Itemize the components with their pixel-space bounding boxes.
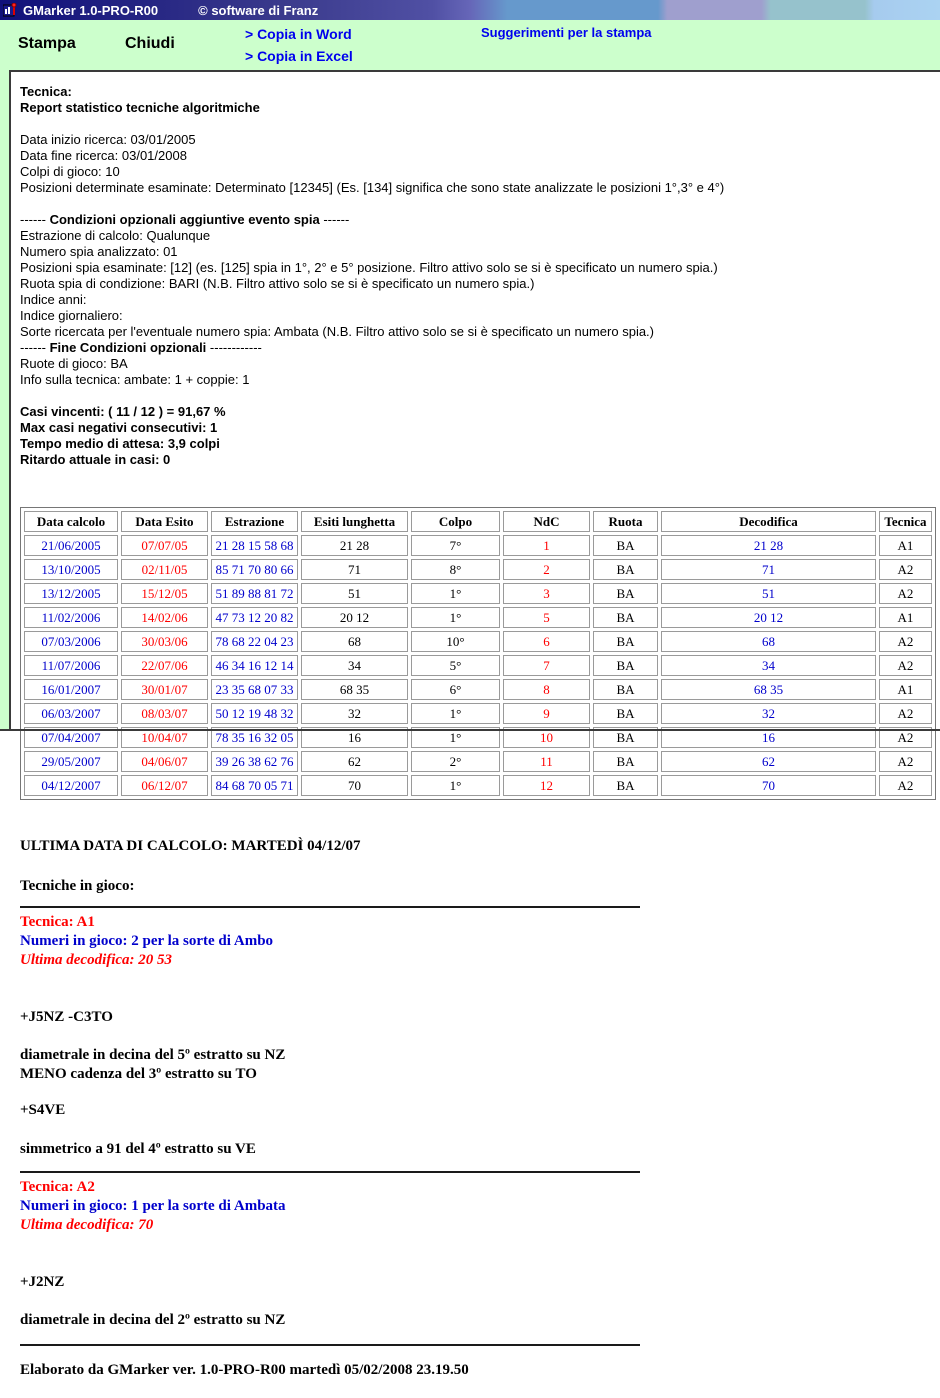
tecnica-a2-numeri: Numeri in gioco: 1 per la sorte di Ambata: [20, 1198, 286, 1214]
tecnica-a1-ultima-decodifica: Ultima decodifica: 20 53: [20, 952, 173, 968]
results-table: [20, 507, 936, 800]
report-line: Ruote di gioco: BA: [20, 356, 128, 371]
table-cell: 06/12/07: [121, 775, 208, 796]
chiudi-button[interactable]: Chiudi: [125, 35, 175, 52]
report-line: Tempo medio di attesa: 3,9 colpi: [20, 436, 220, 451]
table-cell: 70: [661, 775, 876, 796]
table-cell: BA: [593, 631, 658, 652]
table-cell: 29/05/2007: [24, 751, 118, 772]
table-cell: A2: [879, 655, 932, 676]
divider-line: [20, 1344, 640, 1346]
titlebar: [0, 0, 940, 20]
table-cell: 20 12: [661, 607, 876, 628]
table-cell: 51: [301, 583, 408, 604]
column-header: Ruota: [593, 511, 658, 532]
table-row: [24, 727, 932, 748]
footer-section: [20, 837, 936, 1380]
table-cell: 9: [503, 703, 590, 724]
table-cell: A2: [879, 727, 932, 748]
tecnica-a2-title: Tecnica: A2: [20, 1179, 95, 1195]
column-header: Decodifica: [661, 511, 876, 532]
table-header-row: [24, 511, 932, 532]
column-header: Data calcolo: [24, 511, 118, 532]
table-cell: BA: [593, 559, 658, 580]
report-line: [20, 116, 936, 132]
table-cell: 71: [301, 559, 408, 580]
table-cell: 51 89 88 81 72: [211, 583, 298, 604]
tecnica-a2-ultima-decodifica: Ultima decodifica: 70: [20, 1217, 154, 1233]
table-cell: 8°: [411, 559, 500, 580]
table-cell: 20 12: [301, 607, 408, 628]
table-cell: 32: [301, 703, 408, 724]
table-cell: 46 34 16 12 14: [211, 655, 298, 676]
table-cell: A2: [879, 775, 932, 796]
table-cell: 16: [301, 727, 408, 748]
table-cell: BA: [593, 679, 658, 700]
table-cell: 21 28 15 58 68: [211, 535, 298, 556]
table-cell: 68: [301, 631, 408, 652]
tecniche-in-gioco-label: Tecniche in gioco:: [20, 878, 135, 894]
table-cell: 5: [503, 607, 590, 628]
table-cell: 78 35 16 32 05: [211, 727, 298, 748]
window-title: GMarker 1.0-PRO-R00: [23, 2, 159, 18]
table-cell: 14/02/06: [121, 607, 208, 628]
left-margin-strip: [0, 70, 9, 729]
table-cell: 7°: [411, 535, 500, 556]
report-line: Ruota spia di condizione: BARI (N.B. Filtro attivo solo se si è specificato un numero spia.): [20, 276, 535, 291]
table-cell: 32: [661, 703, 876, 724]
table-cell: 34: [301, 655, 408, 676]
table-cell: 1°: [411, 775, 500, 796]
report-line: Estrazione di calcolo: Qualunque: [20, 228, 211, 243]
table-cell: 13/12/2005: [24, 583, 118, 604]
table-cell: 04/12/2007: [24, 775, 118, 796]
table-cell: 68: [661, 631, 876, 652]
report-line: Info sulla tecnica: ambate: 1 + coppie: 1: [20, 372, 250, 387]
table-cell: 1°: [411, 607, 500, 628]
table-cell: 16: [661, 727, 876, 748]
table-row: [24, 655, 932, 676]
table-cell: 78 68 22 04 23: [211, 631, 298, 652]
table-cell: 68 35: [301, 679, 408, 700]
table-cell: 1°: [411, 727, 500, 748]
table-cell: 1°: [411, 703, 500, 724]
table-cell: 2: [503, 559, 590, 580]
table-cell: 16/01/2007: [24, 679, 118, 700]
table-cell: 84 68 70 05 71: [211, 775, 298, 796]
table-row: [24, 751, 932, 772]
table-cell: 21/06/2005: [24, 535, 118, 556]
column-header: NdC: [503, 511, 590, 532]
table-cell: A1: [879, 679, 932, 700]
table-cell: 10: [503, 727, 590, 748]
report-line: Casi vincenti: ( 11 / 12 ) = 91,67 %: [20, 404, 226, 419]
table-cell: A2: [879, 631, 932, 652]
table-cell: 85 71 70 80 66: [211, 559, 298, 580]
table-cell: 12: [503, 775, 590, 796]
table-row: [24, 679, 932, 700]
table-cell: BA: [593, 607, 658, 628]
table-cell: 51: [661, 583, 876, 604]
table-cell: 23 35 68 07 33: [211, 679, 298, 700]
stampa-button[interactable]: Stampa: [18, 35, 76, 52]
ultima-data-calcolo: ULTIMA DATA DI CALCOLO: MARTEDÌ 04/12/07: [20, 838, 361, 854]
table-cell: 5°: [411, 655, 500, 676]
copia-in-word-link[interactable]: > Copia in Word: [245, 26, 352, 42]
report-line: Data inizio ricerca: 03/01/2005: [20, 132, 196, 147]
table-cell: 21 28: [301, 535, 408, 556]
table-cell: 13/10/2005: [24, 559, 118, 580]
table-cell: 34: [661, 655, 876, 676]
table-cell: BA: [593, 727, 658, 748]
table-cell: 2°: [411, 751, 500, 772]
table-cell: 7: [503, 655, 590, 676]
table-cell: 3: [503, 583, 590, 604]
table-cell: 15/12/05: [121, 583, 208, 604]
table-cell: BA: [593, 535, 658, 556]
copy-links: [245, 23, 353, 67]
report-line: Ritardo attuale in casi: 0: [20, 452, 171, 467]
table-cell: 11/02/2006: [24, 607, 118, 628]
report-line: Posizioni spia esaminate: [12] (es. [125] spia in 1°, 2° e 5° posizione. Filtro attivo solo se si è specificato un numero spia.): [20, 260, 718, 275]
report-line: Tecnica:: [20, 84, 72, 99]
report-line: Sorte ricercata per l'eventuale numero spia: Ambata (N.B. Filtro attivo solo se si è specificato un numero spia.): [20, 324, 654, 339]
report-line: Report statistico tecniche algoritmiche: [20, 100, 260, 115]
table-cell: 1°: [411, 583, 500, 604]
copia-in-excel-link[interactable]: > Copia in Excel: [245, 48, 353, 64]
table-cell: 1: [503, 535, 590, 556]
report-line: Posizioni determinate esaminate: Determinato [12345] (Es. [134] significa che sono state analizzate le posizioni 1°,3° e 4°): [20, 180, 725, 195]
table-cell: 8: [503, 679, 590, 700]
tecnica-a1-formula-1: +J5NZ -C3TO: [20, 1009, 113, 1025]
column-header: Colpo: [411, 511, 500, 532]
table-cell: A1: [879, 607, 932, 628]
table-cell: 68 35: [661, 679, 876, 700]
report-text: [20, 84, 936, 468]
table-cell: 70: [301, 775, 408, 796]
table-cell: A2: [879, 583, 932, 604]
table-cell: 21 28: [661, 535, 876, 556]
table-cell: A2: [879, 703, 932, 724]
divider-line: [20, 906, 640, 908]
table-cell: 71: [661, 559, 876, 580]
table-cell: 50 12 19 48 32: [211, 703, 298, 724]
column-header: Estrazione: [211, 511, 298, 532]
report-line: Indice anni:: [20, 292, 87, 307]
table-cell: 62: [661, 751, 876, 772]
tecnica-a2-desc-1: diametrale in decina del 2º estratto su NZ: [20, 1312, 286, 1328]
column-header: Esiti lunghetta: [301, 511, 408, 532]
table-cell: 30/01/07: [121, 679, 208, 700]
table-cell: A1: [879, 535, 932, 556]
report-line: [20, 196, 936, 212]
table-cell: 22/07/06: [121, 655, 208, 676]
table-cell: BA: [593, 703, 658, 724]
table-cell: 11/07/2006: [24, 655, 118, 676]
table-cell: 07/03/2006: [24, 631, 118, 652]
report-line: [20, 388, 936, 404]
report-line: ------ Fine Condizioni opzionali ------------: [20, 340, 262, 355]
report-line: Data fine ricerca: 03/01/2008: [20, 148, 187, 163]
table-cell: 39 26 38 62 76: [211, 751, 298, 772]
table-cell: 08/03/07: [121, 703, 208, 724]
table-cell: BA: [593, 751, 658, 772]
table-row: [24, 559, 932, 580]
toolbar: [0, 20, 940, 70]
table-cell: 04/06/07: [121, 751, 208, 772]
table-cell: BA: [593, 775, 658, 796]
tecnica-a2-formula-1: +J2NZ: [20, 1274, 65, 1290]
tecnica-a1-formula-2: +S4VE: [20, 1102, 66, 1118]
app-icon: [3, 3, 19, 17]
table-cell: 07/07/05: [121, 535, 208, 556]
tecnica-a1-desc-1: diametrale in decina del 5º estratto su NZ: [20, 1047, 286, 1063]
tecnica-a1-desc-2: MENO cadenza del 3º estratto su TO: [20, 1066, 257, 1082]
window-subtitle: © software di Franz: [198, 2, 319, 18]
report-line: Indice giornaliero:: [20, 308, 123, 323]
table-cell: BA: [593, 655, 658, 676]
table-cell: 02/11/05: [121, 559, 208, 580]
table-cell: BA: [593, 583, 658, 604]
report-line: Numero spia analizzato: 01: [20, 244, 178, 259]
table-row: [24, 631, 932, 652]
tecnica-a1-desc-3: simmetrico a 91 del 4º estratto su VE: [20, 1141, 256, 1157]
table-row: [24, 535, 932, 556]
column-header: Tecnica: [879, 511, 932, 532]
table-cell: 10/04/07: [121, 727, 208, 748]
table-cell: 30/03/06: [121, 631, 208, 652]
report-content: [20, 84, 936, 1380]
table-cell: 6: [503, 631, 590, 652]
table-row: [24, 583, 932, 604]
table-cell: 62: [301, 751, 408, 772]
report-line: Max casi negativi consecutivi: 1: [20, 420, 218, 435]
tecnica-a1-numeri: Numeri in gioco: 2 per la sorte di Ambo: [20, 933, 274, 949]
table-cell: A2: [879, 559, 932, 580]
table-cell: 11: [503, 751, 590, 772]
table-cell: 10°: [411, 631, 500, 652]
table-cell: 06/03/2007: [24, 703, 118, 724]
report-line: ------ Condizioni opzionali aggiuntive evento spia ------: [20, 212, 350, 227]
elaborato-line: Elaborato da GMarker ver. 1.0-PRO-R00 martedì 05/02/2008 23.19.50: [20, 1362, 469, 1378]
table-cell: A2: [879, 751, 932, 772]
column-header: Data Esito: [121, 511, 208, 532]
table-cell: 47 73 12 20 82: [211, 607, 298, 628]
divider-line: [20, 1171, 640, 1173]
table-row: [24, 607, 932, 628]
table-cell: 07/04/2007: [24, 727, 118, 748]
table-row: [24, 703, 932, 724]
table-cell: 6°: [411, 679, 500, 700]
report-line: Colpi di gioco: 10: [20, 164, 120, 179]
tecnica-a1-title: Tecnica: A1: [20, 914, 95, 930]
table-row: [24, 775, 932, 796]
suggerimenti-stampa-link[interactable]: Suggerimenti per la stampa: [481, 25, 652, 40]
